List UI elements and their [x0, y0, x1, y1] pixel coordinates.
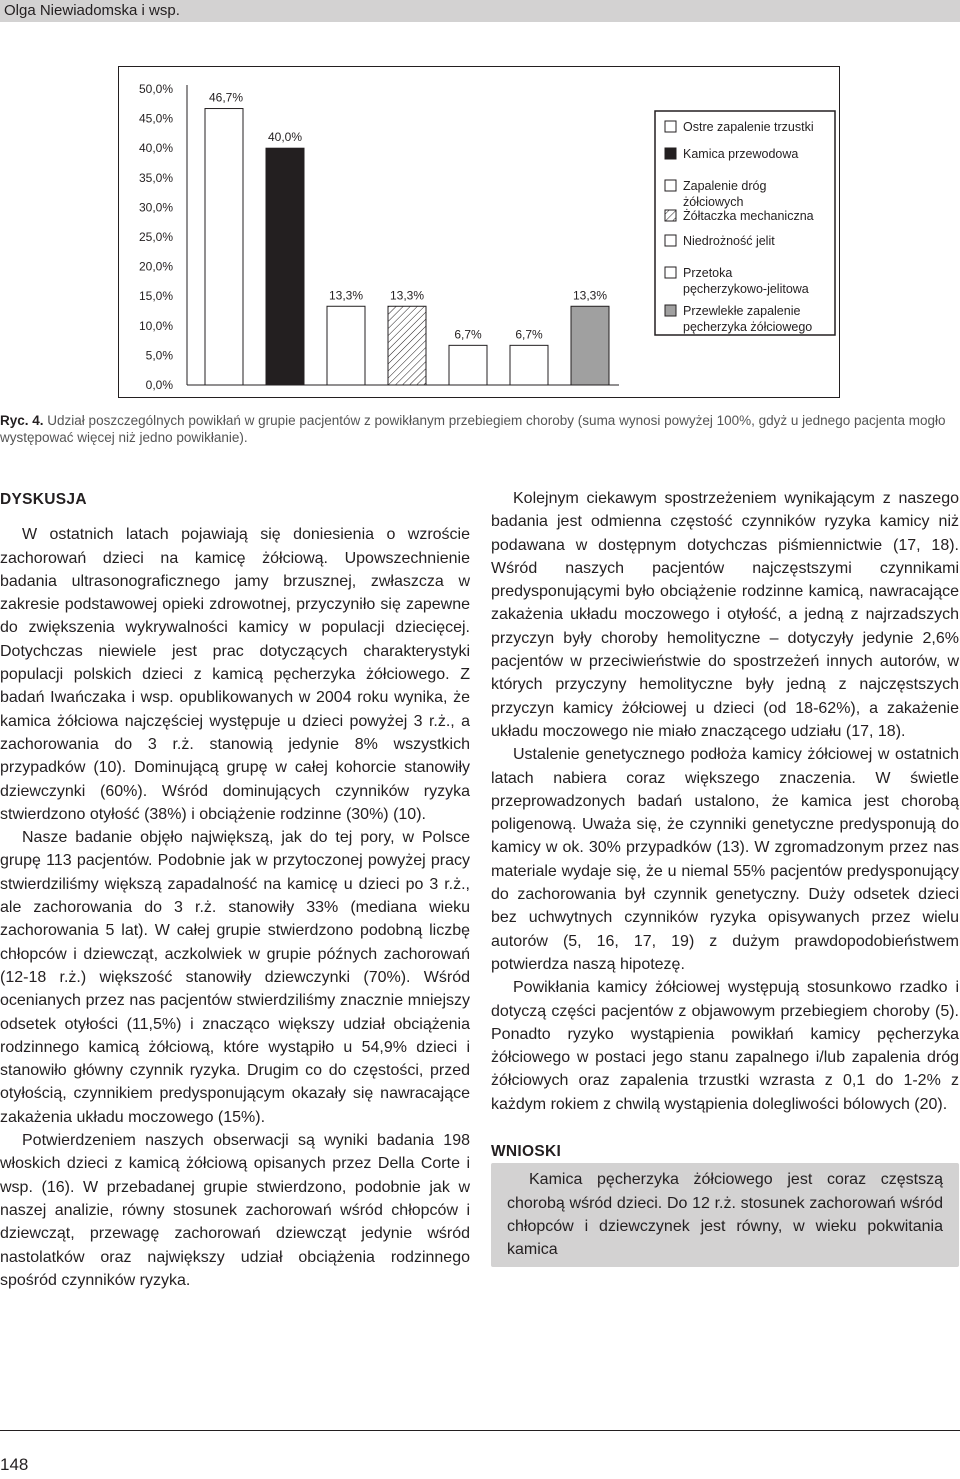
legend-entry: Ostre zapalenie trzustki	[683, 120, 814, 134]
bar	[388, 306, 426, 385]
running-header	[0, 0, 960, 22]
bar-data-label: 46,7%	[208, 90, 244, 105]
paragraph: Potwierdzeniem naszych obserwacji są wyniki badania 198 włoskich dzieci z kamicą żółciową opisanych przez Della Corte i wsp. (16). W przebadanej grupie stwierdzono, podobnie jak w naszej analizie, równy stosunek zachorowań wśród chłopców i dziewcząt, przewagę zachorowań dziewcząt jedynie wśród nastolatków oraz największy udział obciążenia rodzinnego spośród czynników ryzyka.	[0, 1132, 470, 1289]
paragraph: Ustalenie genetycznego podłoża kamicy żółciowej w ostatnich latach nabiera coraz większego znaczenia. W świetle przeprowadzonych badań ustalono, że kamica jest chorobą poligenową. Uważa się, że czynniki genetyczne predysponują do kamicy w ok. 30% przypadków (13). W zgromadzonym przez nas materiale wydaje się, że u niemal 55% pacjentów predysponujący do zachorowania był czynnik genetyczny. Duży odsetek dzieci bez uchwytnych czynników ryzyka opisywanych przez wielu autorów (5, 16, 17, 19) z dużym prawdopodobieństwem potwierdza naszą hipotezę.	[491, 746, 959, 973]
legend-entry: pęcherzyka żółciowego	[683, 320, 813, 334]
left-column	[0, 488, 470, 1292]
legend-entry: pęcherzykowo-jelitowa	[683, 282, 809, 296]
paragraph: W ostatnich latach pojawiają się doniesienia o wzroście zachorowań dzieci na kamicę żółciową. Upowszechnienie badania ultrasonograficznego jamy brzusznej, zwłaszcza w zakresie podstawowej opieki zdrowotnej, przyczyniło się zapewne do zwiększenia wykrywalności kamicy w populacji dziecięcej. Dotychczas niewiele jest prac dotyczących charakterystyki populacji polskich dzieci z kamicą pęcherzyka żółciowego. Z badań Iwańczaka i wsp. opublikowanych w 2004 roku wynika, że kamica żółciowa najczęściej występuje u dzieci powyżej 3 r.ż., a zachorowania do 3 r.ż. stanowią jedynie 8% wszystkich przypadków (10). Dominującą grupę w całej kohorcie stanowiły dziewczynki (60%). Wśród dominujących czynników ryzyka stwierdzono otyłość (38%) i obciążenie rodzinne (30%) (10).	[0, 526, 470, 823]
bar	[266, 148, 304, 385]
conclusion-box: Kamica pęcherzyka żółciowego jest coraz częstszą chorobą wśród dzieci. Do 12 r.ż. stosunek zachorowań wśród chłopców i dziewczynek jest równy, w wieku pokwitania kamica	[491, 1163, 959, 1266]
y-tick-label: 15,0%	[138, 289, 173, 304]
legend-entry: Przewlekłe zapalenie	[683, 304, 801, 318]
legend-entry: Żółtaczka mechaniczna	[683, 209, 814, 223]
section-heading-wnioski: WNIOSKI	[491, 1143, 562, 1161]
bar	[327, 306, 365, 385]
paragraph: Nasze badanie objęło największą, jak do tej pory, w Polsce grupę 113 pacjentów. Podobnie jak w przytoczonej powyżej pracy stwierdziliśmy większą zapadalność na kamicę u dzieci po 3 r.ż., ale zachorowania do 3 r.ż. stanowiły 33% (mediana wieku zachorowania 5 lat). W całej grupie stwierdzono podobną liczbę chłopców i dziewcząt, aczkolwiek w grupie późnych zachorowań (12-18 r.ż.) większość stanowiły dziewczynki (70%). Wśród ocenianych przez nas pacjentów stwierdziliśmy znacznie mniejszy odsetek otyłości (11,5%) i znacząco większy udział obciążenia rodzinnego kamicą żółciową, które wystąpiło u 54,9% dzieci i stanowiło główny czynnik ryzyka. Drugim co do częstości, przed otyłością, czynnikiem predysponującym okazały się nawracające zakażenia układu moczowego (15%).	[0, 829, 470, 1126]
page-footer-rule	[0, 1430, 960, 1431]
y-tick-label: 45,0%	[138, 111, 173, 126]
y-tick-label: 50,0%	[138, 82, 173, 96]
legend-entry: Niedrożność jelit	[683, 234, 775, 248]
bar-data-label: 6,7%	[515, 327, 543, 342]
figure-caption-label: Ryc. 4.	[0, 413, 44, 428]
figure-caption	[0, 412, 956, 446]
legend-swatch	[665, 121, 676, 132]
figure-caption-text: Udział poszczególnych powikłań w grupie pacjentów z powikłanym przebiegiem choroby (suma wynosi powyżej 100%, gdyż u jednego pacjenta mogło występować więcej niż jedno powikłanie).	[0, 413, 946, 445]
legend-swatch	[665, 235, 676, 246]
bar	[510, 345, 548, 385]
bar-data-label: 40,0%	[267, 130, 303, 145]
complications-bar-chart	[118, 66, 840, 398]
section-heading-dyskusja: DYSKUSJA	[0, 491, 87, 508]
y-tick-label: 0,0%	[145, 378, 173, 392]
y-tick-label: 30,0%	[138, 200, 173, 215]
bar-data-label: 6,7%	[454, 327, 482, 342]
running-head-text: Olga Niewiadomska i wsp.	[4, 2, 180, 19]
legend-entry: Zapalenie dróg	[683, 179, 767, 193]
bar-data-label: 13,3%	[328, 288, 364, 303]
legend-entry: Kamica przewodowa	[683, 147, 799, 161]
y-tick-label: 25,0%	[138, 230, 173, 244]
legend-box	[655, 111, 835, 335]
legend-swatch	[665, 305, 676, 316]
y-tick-label: 20,0%	[138, 259, 173, 274]
y-tick-label: 40,0%	[138, 141, 173, 156]
bar	[571, 306, 609, 385]
bar	[205, 109, 243, 385]
y-tick-label: 35,0%	[138, 170, 173, 185]
bar	[449, 345, 487, 385]
paragraph: Powikłania kamicy żółciowej występują stosunkowo rzadko i dotyczą części pacjentów z objawowym przebiegiem choroby (5). Ponadto ryzyko wystąpienia powikłań kamicy pęcherzyka żółciowego w postaci jego stanu zapalnego i/lub zapalenia dróg żółciowych oraz zapalenia trzustki wzrasta z 0,1 do 1-2% z każdym rokiem z chwilą wystąpienia dolegliwości bólowych (20).	[491, 979, 959, 1113]
legend-swatch	[665, 210, 676, 221]
legend-swatch	[665, 180, 676, 191]
legend-swatch	[665, 267, 676, 278]
y-tick-label: 5,0%	[145, 348, 173, 363]
bar-data-label: 13,3%	[572, 288, 608, 303]
bar-data-label: 13,3%	[389, 288, 425, 303]
legend-entry: Przetoka	[683, 266, 733, 280]
page-number: 148	[0, 1455, 29, 1474]
paragraph: Kolejnym ciekawym spostrzeżeniem wynikającym z naszego badania jest odmienna częstość czynników ryzyka kamicy niż podawana w dostępnym dotychczas piśmiennictwie (17, 18). Wśród naszych pacjentów najczęstszymi czynnikami predysponującymi było obciążenie rodzinne kamicą, nawracające zakażenia układu moczowego i otyłość, a jedną z najrzadszych przyczyn były choroby hemolityczne – dotyczyły jedynie 2,6% pacjentów w przeciwieństwie do spostrzeżeń innych autorów, w których przyczyny hemolityczne były jedną z najczęstszych przyczyn kamicy żółciowej u dzieci (od 18-62%), a zakażenie układu moczowego nie miało znaczącego udziału (17, 18).	[491, 490, 959, 740]
right-column	[491, 487, 959, 1267]
y-tick-label: 10,0%	[138, 318, 173, 333]
legend-entry: żółciowych	[683, 195, 744, 209]
chart-canvas	[119, 67, 839, 397]
legend-swatch	[665, 148, 676, 159]
